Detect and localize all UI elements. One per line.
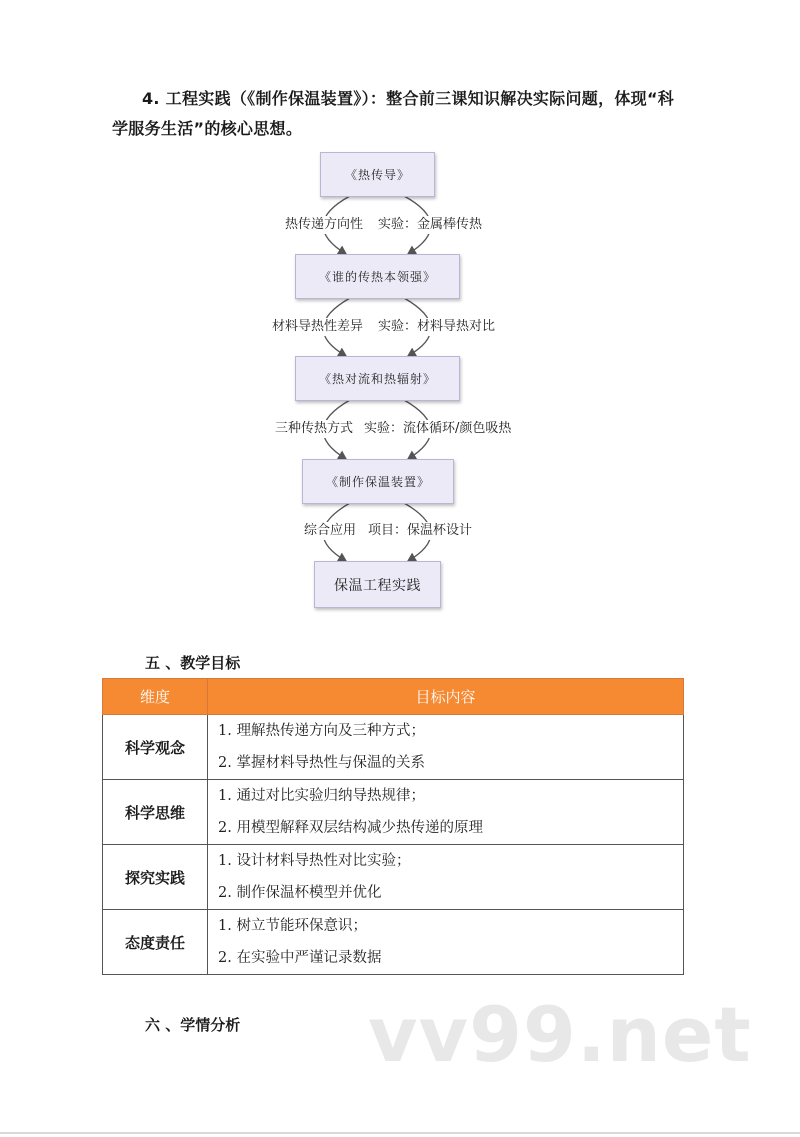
row-content	[208, 715, 684, 780]
row-dimension: 科学观念	[103, 715, 208, 780]
row-content	[208, 780, 684, 845]
flow-box-convection-radiation: 《热对流和热辐射》	[295, 356, 460, 401]
flow-box-insulation-device: 《制作保温装置》	[302, 459, 454, 504]
row-dimension: 探究实践	[103, 845, 208, 910]
table-header-row	[103, 679, 684, 715]
edge-label-right-1: 实验：金属棒传热	[378, 217, 483, 232]
intro-line-2: 学服务生活”的核心思想。	[112, 119, 303, 138]
table-row	[103, 715, 684, 780]
goal-item: 1. 通过对比实验归纳导热规律；	[218, 788, 425, 804]
goal-item: 2. 用模型解释双层结构减少热传递的原理	[218, 820, 483, 836]
goal-item: 2. 掌握材料导热性与保温的关系	[218, 755, 425, 771]
goal-item: 1. 设计材料导热性对比实验；	[218, 853, 411, 869]
edge-label-right-2: 实验：材料导热对比	[378, 319, 496, 334]
edge-label-left-3: 三种传热方式	[275, 421, 354, 436]
section-5-heading: 五 、教学目标	[145, 654, 241, 672]
goal-item: 2. 制作保温杯模型并优化	[218, 885, 382, 901]
teaching-goals-table	[102, 678, 684, 975]
section-6-heading: 六 、学情分析	[145, 1016, 241, 1034]
goal-item: 1. 树立节能环保意识；	[218, 918, 367, 934]
watermark: vv99.net	[368, 990, 752, 1079]
row-content	[208, 845, 684, 910]
edge-label-right-3: 实验：流体循环/颜色吸热	[364, 421, 512, 436]
flow-box-conductivity: 《谁的传热本领强》	[295, 254, 460, 299]
edge-label-left-2: 材料导热性差异	[272, 319, 364, 334]
header-content: 目标内容	[208, 679, 684, 715]
table-row	[103, 780, 684, 845]
flow-box-insulation-practice: 保温工程实践	[314, 561, 441, 608]
header-dimension: 维度	[103, 679, 208, 715]
table-row	[103, 910, 684, 975]
page-bottom-divider	[0, 1132, 800, 1134]
edge-label-left-1: 热传递方向性	[285, 217, 364, 232]
table-row	[103, 845, 684, 910]
edge-label-left-4: 综合应用	[304, 523, 357, 538]
goal-item: 1. 理解热传递方向及三种方式；	[218, 723, 425, 739]
intro-line-1: 4. 工程实践（《制作保温装置》）：整合前三课知识解决实际问题，体现“科	[142, 89, 675, 108]
flow-box-heat-conduction: 《热传导》	[320, 152, 435, 197]
row-content	[208, 910, 684, 975]
goal-item: 2. 在实验中严谨记录数据	[218, 950, 382, 966]
row-dimension: 态度责任	[103, 910, 208, 975]
row-dimension: 科学思维	[103, 780, 208, 845]
edge-label-right-4: 项目：保温杯设计	[368, 523, 473, 538]
